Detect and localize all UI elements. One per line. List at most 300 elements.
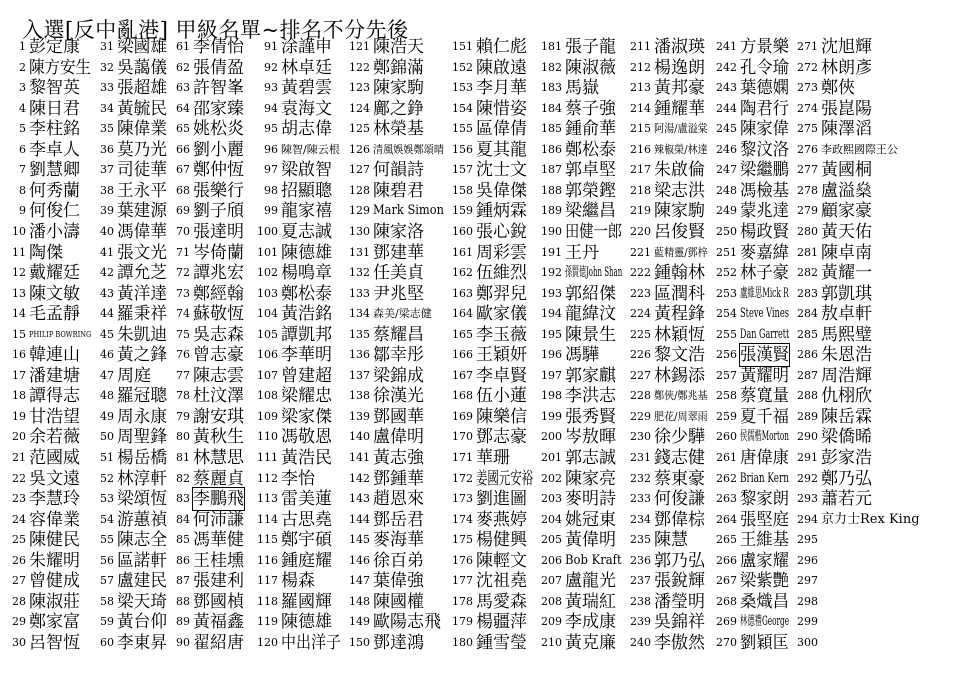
entry-name: 李玉薇 bbox=[476, 324, 527, 345]
entry-name: 顧家豪 bbox=[821, 201, 872, 222]
entry-number: 283 bbox=[797, 286, 818, 300]
entry-name: 徐漢光 bbox=[373, 386, 424, 407]
name-entry bbox=[625, 447, 705, 469]
entry-name: 蔡耀昌 bbox=[373, 324, 424, 345]
entry-number: 108 bbox=[257, 389, 278, 403]
entry-number: 106 bbox=[257, 348, 278, 362]
entry-number: 120 bbox=[257, 635, 278, 649]
entry-name: 趙恩來 bbox=[373, 489, 424, 510]
entry-name: 盧龍光 bbox=[565, 571, 616, 592]
entry-number: 209 bbox=[541, 615, 562, 629]
name-entry bbox=[256, 529, 332, 551]
entry-number: 286 bbox=[797, 348, 818, 362]
name-entry bbox=[536, 242, 599, 264]
name-entry bbox=[256, 468, 315, 490]
name-entry bbox=[536, 488, 616, 510]
name-entry bbox=[344, 488, 424, 510]
entry-name: 黃碧雲 bbox=[281, 78, 332, 99]
name-entry bbox=[170, 98, 244, 120]
name-entry bbox=[625, 36, 705, 58]
name-entry bbox=[536, 200, 616, 222]
entry-name: 陶傑 bbox=[29, 242, 63, 263]
entry-number: 114 bbox=[257, 512, 278, 526]
entry-number: 180 bbox=[452, 635, 473, 649]
entry-number: 155 bbox=[452, 122, 473, 136]
entry-name: 陳淑薇 bbox=[565, 57, 616, 78]
entry-number: 168 bbox=[452, 389, 473, 403]
entry-name: 錢志健 bbox=[654, 448, 705, 468]
name-entry bbox=[94, 36, 168, 58]
entry-name: 馮華健 bbox=[193, 530, 244, 551]
entry-name: 鍾俞華 bbox=[565, 119, 616, 140]
entry-number: 57 bbox=[100, 574, 114, 588]
entry-number: 51 bbox=[100, 451, 114, 464]
name-entry bbox=[256, 221, 332, 243]
entry-name: 鄭乃弘 bbox=[821, 468, 872, 489]
name-entry bbox=[792, 529, 821, 551]
entry-number: 150 bbox=[349, 635, 370, 649]
entry-number: 205 bbox=[541, 533, 562, 547]
entry-number: 27 bbox=[12, 574, 26, 588]
entry-name: 周聖鋒 bbox=[117, 427, 167, 448]
entry-name: 馮檢基 bbox=[740, 180, 790, 201]
entry-number: 107 bbox=[257, 368, 278, 382]
name-entry bbox=[447, 488, 527, 510]
entry-number: 174 bbox=[452, 512, 473, 526]
name-entry bbox=[711, 262, 791, 284]
name-entry bbox=[792, 36, 872, 58]
entry-number: 153 bbox=[452, 81, 473, 95]
name-entry bbox=[625, 611, 705, 633]
name-entry bbox=[170, 200, 244, 222]
entry-name: 張倩盈 bbox=[193, 57, 244, 78]
entry-name: 梁繼鵬 bbox=[740, 160, 790, 181]
entry-number: 248 bbox=[716, 183, 737, 197]
entry-name: 方景樂 bbox=[740, 37, 790, 57]
entry-name: Brian Kern bbox=[740, 470, 789, 486]
entry-name: 陳家亮 bbox=[565, 468, 616, 489]
entry-name: 黃耀一 bbox=[821, 263, 872, 284]
name-entry bbox=[344, 385, 424, 407]
name-entry bbox=[625, 344, 705, 366]
entry-number: 91 bbox=[264, 40, 278, 53]
entry-number: 122 bbox=[349, 60, 370, 74]
entry-name: 黃之鋒 bbox=[117, 345, 167, 366]
name-entry bbox=[10, 385, 80, 407]
entry-number: 275 bbox=[797, 122, 818, 136]
name-entry bbox=[536, 98, 616, 120]
entry-number: 39 bbox=[100, 204, 114, 218]
entry-name: 張堅庭 bbox=[740, 509, 790, 530]
entry-number: 171 bbox=[452, 451, 473, 464]
entry-name: 馬愛森 bbox=[476, 591, 527, 612]
entry-name: 林子豪 bbox=[740, 263, 790, 284]
name-entry bbox=[447, 77, 527, 99]
name-entry bbox=[10, 591, 80, 613]
name-entry bbox=[625, 406, 713, 428]
entry-number: 269 bbox=[716, 615, 737, 629]
entry-number: 225 bbox=[630, 327, 651, 341]
entry-number: 30 bbox=[12, 635, 26, 649]
name-entry bbox=[447, 242, 527, 264]
entry-number: 87 bbox=[176, 574, 190, 588]
entry-number: 173 bbox=[452, 492, 473, 506]
entry-number: 4 bbox=[19, 101, 26, 115]
entry-name: 黃邦豪 bbox=[654, 78, 705, 99]
name-entry bbox=[711, 406, 791, 428]
entry-number: 123 bbox=[349, 81, 370, 95]
name-entry bbox=[94, 365, 151, 387]
name-entry bbox=[170, 509, 244, 531]
name-entry bbox=[10, 303, 80, 325]
entry-number: 86 bbox=[176, 553, 190, 567]
entry-name: 陳樂信 bbox=[476, 406, 527, 427]
name-entry bbox=[447, 139, 527, 161]
entry-name: 鍾雪瑩 bbox=[476, 632, 527, 653]
entry-number: 59 bbox=[100, 615, 114, 629]
entry-name: 鄧志豪 bbox=[476, 427, 527, 448]
entry-name: Dan Garrett bbox=[740, 326, 790, 342]
entry-number: 79 bbox=[176, 409, 190, 423]
entry-number: 78 bbox=[176, 389, 190, 403]
entry-name: 王丹 bbox=[565, 242, 599, 263]
name-entry bbox=[94, 550, 168, 572]
entry-name: 王維基 bbox=[740, 530, 790, 551]
entry-name: 唐偉康 bbox=[740, 448, 790, 468]
entry-number: 226 bbox=[630, 348, 651, 362]
entry-name: 鄧達鴻 bbox=[373, 632, 424, 653]
entry-name: 郭卓堅 bbox=[565, 160, 616, 181]
name-entry bbox=[10, 283, 80, 305]
entry-number: 196 bbox=[541, 348, 562, 362]
entry-name: 劉慧卿 bbox=[29, 160, 80, 181]
name-entry bbox=[792, 98, 872, 120]
name-entry bbox=[625, 262, 705, 284]
entry-number: 190 bbox=[541, 224, 562, 238]
entry-number: 95 bbox=[264, 122, 278, 136]
name-entry bbox=[344, 303, 432, 325]
name-entry bbox=[625, 550, 705, 572]
entry-number: 137 bbox=[349, 368, 370, 382]
entry-name: 楊逸朗 bbox=[654, 57, 705, 78]
name-entry bbox=[536, 426, 616, 448]
entry-name: 夏其龍 bbox=[476, 139, 527, 160]
name-entry bbox=[536, 447, 616, 469]
entry-number: 264 bbox=[716, 512, 737, 526]
entry-number: 113 bbox=[257, 492, 278, 506]
name-entry bbox=[170, 180, 244, 202]
entry-number: 268 bbox=[716, 594, 737, 608]
entry-number: 187 bbox=[541, 163, 562, 177]
name-entry bbox=[256, 98, 332, 120]
name-entry bbox=[625, 385, 713, 407]
entry-name: 鄒幸彤 bbox=[373, 345, 424, 366]
name-entry bbox=[344, 98, 424, 120]
entry-number: 146 bbox=[349, 553, 370, 567]
entry-name: 葉偉強 bbox=[373, 571, 424, 592]
entry-name: 姚松炎 bbox=[193, 119, 244, 140]
entry-number: 151 bbox=[452, 40, 473, 53]
entry-number: 244 bbox=[716, 101, 737, 115]
entry-name: 譚允芝 bbox=[117, 263, 167, 284]
entry-name: 盧建民 bbox=[117, 571, 167, 592]
name-entry bbox=[10, 98, 80, 120]
entry-number: 199 bbox=[541, 409, 562, 423]
entry-number: 101 bbox=[257, 245, 278, 259]
name-entry bbox=[711, 550, 791, 572]
name-entry bbox=[536, 118, 616, 140]
entry-number: 56 bbox=[100, 553, 114, 567]
entry-number: 297 bbox=[797, 574, 818, 588]
entry-number: 179 bbox=[452, 615, 473, 629]
name-entry bbox=[711, 77, 791, 99]
entry-number: 184 bbox=[541, 101, 562, 115]
name-entry bbox=[536, 591, 616, 613]
entry-number: 218 bbox=[630, 183, 651, 197]
entry-number: 245 bbox=[716, 122, 737, 136]
entry-number: 46 bbox=[100, 348, 114, 362]
name-entry bbox=[344, 180, 424, 202]
entry-number: 94 bbox=[264, 101, 278, 115]
entry-name: 陳淑莊 bbox=[29, 591, 80, 612]
entry-number: 293 bbox=[797, 492, 818, 506]
entry-number: 156 bbox=[452, 142, 473, 156]
entry-number: 215 bbox=[630, 122, 651, 136]
name-entry bbox=[447, 632, 527, 654]
entry-number: 203 bbox=[541, 492, 562, 506]
name-entry bbox=[10, 509, 80, 531]
name-entry bbox=[344, 365, 424, 387]
name-entry bbox=[344, 77, 424, 99]
name-entry bbox=[10, 426, 80, 448]
entry-number: 263 bbox=[716, 492, 737, 506]
entry-number: 69 bbox=[176, 204, 190, 218]
name-entry bbox=[256, 262, 332, 284]
name-entry bbox=[170, 36, 244, 58]
name-entry bbox=[256, 344, 332, 366]
name-entry bbox=[536, 324, 616, 346]
name-entry bbox=[94, 159, 168, 181]
entry-number: 98 bbox=[264, 183, 278, 197]
entry-number: 188 bbox=[541, 183, 562, 197]
entry-number: 284 bbox=[797, 307, 818, 321]
entry-name: 黎智英 bbox=[29, 78, 80, 99]
entry-number: 20 bbox=[12, 430, 26, 444]
name-entry bbox=[792, 344, 872, 366]
name-entry bbox=[256, 406, 332, 428]
name-entry bbox=[170, 550, 244, 572]
entry-name: 肥花/周翠雨 bbox=[654, 409, 708, 423]
entry-number: 10 bbox=[12, 224, 26, 238]
entry-name: 鄭仲恆 bbox=[193, 160, 244, 181]
name-entry bbox=[536, 570, 616, 592]
entry-number: 243 bbox=[716, 81, 737, 95]
entry-number: 186 bbox=[541, 142, 562, 156]
name-entry bbox=[344, 591, 424, 613]
entry-name: 毛孟靜 bbox=[29, 304, 80, 325]
entry-number: 197 bbox=[541, 368, 562, 382]
name-entry bbox=[10, 159, 80, 181]
entry-name: 黃國桐 bbox=[821, 160, 872, 181]
name-entry bbox=[344, 632, 424, 654]
entry-number: 43 bbox=[100, 286, 114, 300]
name-entry bbox=[170, 611, 244, 633]
entry-number: 194 bbox=[541, 307, 562, 321]
entry-name: 黃福鑫 bbox=[193, 612, 244, 633]
name-entry bbox=[625, 98, 705, 120]
entry-number: 104 bbox=[257, 307, 278, 321]
entry-name: 伍維烈 bbox=[476, 263, 527, 284]
entry-number: 32 bbox=[100, 60, 114, 74]
entry-number: 102 bbox=[257, 266, 278, 280]
entry-number: 117 bbox=[257, 574, 278, 588]
name-entry bbox=[711, 98, 791, 120]
name-entry bbox=[792, 200, 872, 222]
name-entry bbox=[256, 180, 332, 202]
name-entry bbox=[10, 344, 80, 366]
entry-name: 林卓廷 bbox=[281, 57, 332, 78]
entry-name: 盧家耀 bbox=[740, 550, 790, 571]
entry-number: 158 bbox=[452, 183, 473, 197]
entry-name: 沈祖堯 bbox=[476, 571, 527, 592]
entry-number: 251 bbox=[716, 245, 737, 259]
name-list-grid bbox=[0, 36, 960, 652]
name-entry bbox=[447, 426, 527, 448]
name-entry bbox=[792, 303, 872, 325]
entry-number: 42 bbox=[100, 266, 114, 280]
entry-number: 161 bbox=[452, 245, 473, 259]
entry-name: 沈士文 bbox=[476, 160, 527, 181]
entry-name: 黃程鋒 bbox=[654, 304, 705, 325]
entry-number: 77 bbox=[176, 368, 190, 382]
entry-number: 229 bbox=[630, 409, 651, 423]
name-entry bbox=[170, 221, 244, 243]
name-entry bbox=[344, 426, 424, 448]
entry-name: 范國威 bbox=[29, 448, 80, 468]
entry-name: 朱凱迪 bbox=[117, 324, 167, 345]
name-entry bbox=[170, 447, 244, 469]
entry-number: 204 bbox=[541, 512, 562, 526]
name-entry bbox=[170, 591, 244, 613]
entry-name: 鄧國華 bbox=[373, 406, 424, 427]
entry-name: 蒙兆達 bbox=[740, 201, 790, 222]
name-entry bbox=[94, 324, 168, 346]
entry-name: 容偉業 bbox=[29, 509, 80, 530]
entry-number: 238 bbox=[630, 594, 651, 608]
entry-name: 潘建塘 bbox=[29, 365, 80, 386]
entry-name: 劉穎匡 bbox=[740, 632, 790, 653]
entry-name: 麥海華 bbox=[373, 530, 424, 551]
name-entry bbox=[625, 139, 713, 161]
name-entry bbox=[711, 509, 791, 531]
entry-name: 姚冠東 bbox=[565, 509, 616, 530]
entry-number: 126 bbox=[349, 142, 370, 156]
entry-name: 李卓人 bbox=[29, 139, 80, 160]
entry-name: 歐家儀 bbox=[476, 304, 527, 325]
name-entry bbox=[536, 611, 616, 633]
entry-number: 232 bbox=[630, 471, 651, 485]
entry-number: 236 bbox=[630, 553, 651, 567]
name-entry bbox=[10, 139, 80, 161]
entry-number: 214 bbox=[630, 101, 651, 115]
name-entry bbox=[256, 159, 332, 181]
name-entry bbox=[94, 57, 168, 79]
name-entry bbox=[625, 365, 705, 387]
name-entry bbox=[792, 426, 872, 448]
name-entry bbox=[170, 283, 244, 305]
entry-name: 林榮基 bbox=[373, 119, 424, 140]
entry-number: 49 bbox=[100, 409, 114, 423]
entry-name: 陳德雄 bbox=[281, 612, 332, 633]
entry-number: 19 bbox=[12, 409, 26, 423]
entry-name: 梁耀忠 bbox=[281, 386, 332, 407]
name-entry bbox=[447, 200, 527, 222]
entry-number: 72 bbox=[176, 266, 190, 280]
entry-name: 夏千福 bbox=[740, 406, 790, 427]
entry-number: 144 bbox=[349, 512, 370, 526]
name-entry bbox=[10, 611, 80, 633]
entry-number: 258 bbox=[716, 389, 737, 403]
entry-name: 清風娛娛鄭頌晴 bbox=[373, 142, 444, 156]
entry-name: 黃克廉 bbox=[565, 632, 616, 653]
entry-number: 11 bbox=[12, 245, 26, 259]
entry-number: 292 bbox=[797, 471, 818, 485]
name-entry bbox=[625, 200, 705, 222]
entry-name: 雷美蓮 bbox=[281, 489, 332, 510]
name-entry bbox=[792, 447, 872, 469]
entry-number: 162 bbox=[452, 266, 473, 280]
entry-name: 李柱銘 bbox=[29, 119, 80, 140]
entry-name: 陳慧 bbox=[654, 530, 688, 551]
name-entry bbox=[711, 365, 791, 387]
entry-name: 姜國元安裕 bbox=[476, 468, 534, 489]
entry-number: 9 bbox=[19, 204, 26, 218]
name-entry bbox=[256, 570, 315, 592]
entry-name: 鍾庭耀 bbox=[281, 550, 332, 571]
name-entry bbox=[94, 200, 168, 222]
entry-name: 龍家禧 bbox=[281, 201, 332, 222]
name-entry bbox=[536, 509, 616, 531]
entry-number: 121 bbox=[349, 40, 370, 53]
entry-number: 65 bbox=[176, 122, 190, 136]
name-entry bbox=[536, 180, 616, 202]
name-entry bbox=[94, 488, 168, 510]
entry-name: 侯儒楷Morton bbox=[740, 429, 789, 445]
name-entry bbox=[447, 365, 527, 387]
entry-name: 陳智/陳云根 bbox=[281, 142, 340, 156]
entry-name: 黎家朗 bbox=[740, 489, 790, 510]
entry-name: 許智峯 bbox=[193, 78, 244, 99]
entry-name: 陳健民 bbox=[29, 530, 80, 551]
entry-number: 240 bbox=[630, 635, 651, 649]
name-entry bbox=[256, 303, 332, 325]
name-entry bbox=[625, 242, 713, 264]
name-entry bbox=[170, 57, 244, 79]
name-entry bbox=[10, 200, 80, 222]
entry-number: 274 bbox=[797, 101, 818, 115]
name-entry bbox=[344, 611, 441, 633]
entry-number: 118 bbox=[257, 594, 278, 608]
name-entry bbox=[344, 262, 424, 284]
name-entry bbox=[792, 385, 872, 407]
entry-number: 70 bbox=[176, 224, 190, 238]
entry-name: 周庭 bbox=[117, 365, 151, 386]
entry-number: 21 bbox=[12, 451, 26, 464]
entry-number: 22 bbox=[12, 471, 26, 485]
entry-number: 201 bbox=[541, 451, 562, 464]
entry-name: 潘小濤 bbox=[29, 221, 80, 242]
entry-name: 鄭家富 bbox=[29, 612, 80, 633]
